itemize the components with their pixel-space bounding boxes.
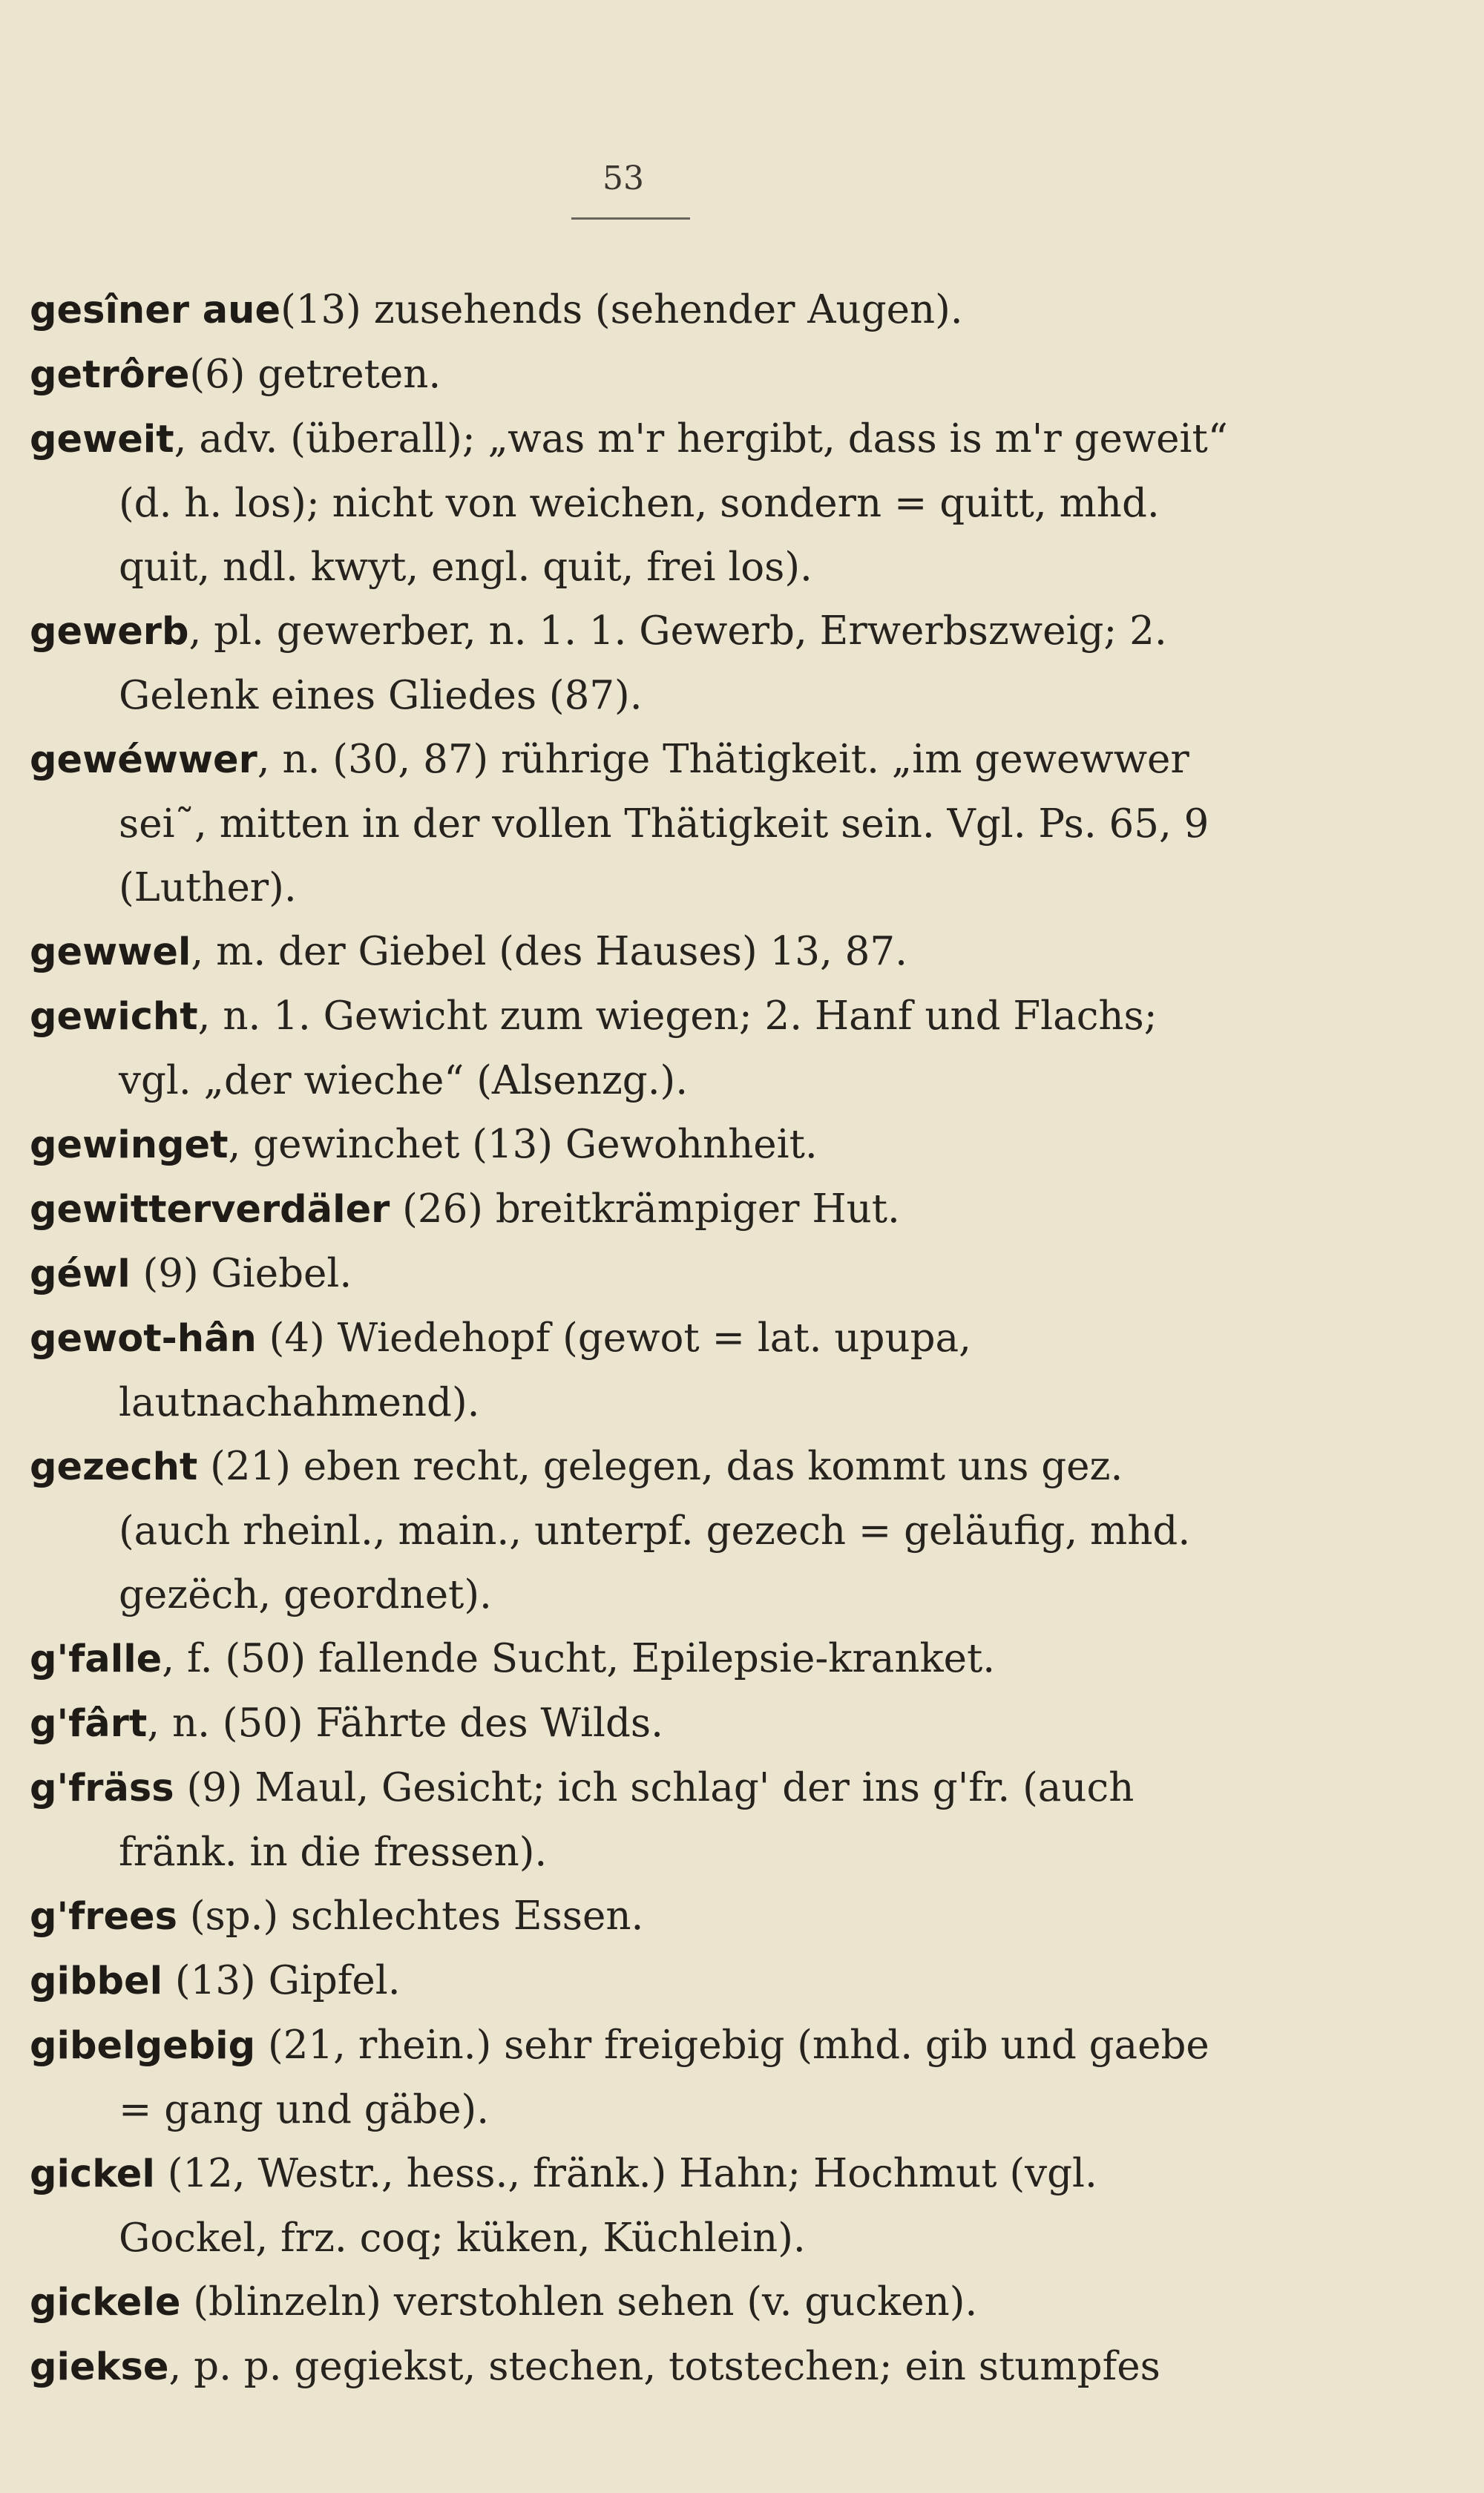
entry-definition: , adv. (überall); „was m'r hergibt, dass is m'r geweit“ (d. h. los); nicht von weichen, sondern = quitt, mhd. quit, ndl. kwyt, engl. quit, frei los). — [119, 416, 1228, 590]
entry-definition: (9) Maul, Gesicht; ich schlag' der ins g'fr. (auch fränk. in die fressen). — [119, 1765, 1135, 1875]
entry-headword: gewinget — [30, 1123, 229, 1167]
dictionary-entry — [30, 2270, 1235, 2335]
entry-headword: gibelgebig — [30, 2024, 256, 2068]
entry-definition: (4) Wiedehopf (gewot = lat. upupa, lautnachahmend). — [119, 1316, 971, 1425]
entry-definition: (9) Giebel. — [130, 1251, 352, 1296]
dictionary-entry — [30, 1756, 1235, 1885]
dictionary-entry — [30, 1177, 1235, 1242]
entry-definition: (13) zusehends (sehender Augen). — [280, 287, 963, 332]
dictionary-entry — [30, 407, 1235, 600]
entry-definition: (21, rhein.) sehr freigebig (mhd. gib und gaebe = gang und gäbe). — [119, 2023, 1209, 2132]
dictionary-entry — [30, 1627, 1235, 1692]
entry-headword: g'falle — [30, 1638, 162, 1681]
entry-definition: , gewinchet (13) Gewohnheit. — [228, 1122, 818, 1167]
dictionary-entry — [30, 1692, 1235, 1756]
entry-definition: , n. (30, 87) rührige Thätigkeit. „im gewewwer sei˜, mitten in der vollen Thätigkeit sein. Vgl. Ps. 65, 9 (Luther). — [119, 737, 1209, 910]
dictionary-entry — [30, 728, 1235, 920]
dictionary-entry — [30, 600, 1235, 728]
dictionary-entry — [30, 920, 1235, 985]
entry-definition: , n. 1. Gewicht zum wiegen; 2. Hanf und Flachs; vgl. „der wieche“ (Alsenzg.). — [119, 993, 1158, 1103]
entry-definition: (6) getreten. — [189, 352, 441, 397]
entry-headword: geweit — [30, 418, 174, 462]
entry-headword: gewitterverdäler — [30, 1188, 390, 1232]
entry-definition: (12, Westr., hess., fränk.) Hahn; Hochmut (vgl. Gockel, frz. coq; küken, Küchlein). — [119, 2151, 1097, 2261]
page-number: 53 — [603, 160, 644, 197]
entry-definition: , m. der Giebel (des Hauses) 13, 87. — [191, 929, 907, 974]
entry-headword: gewwel — [30, 930, 191, 974]
dictionary-entries — [30, 278, 1235, 2400]
entry-headword: gewot-hân — [30, 1317, 257, 1361]
dictionary-entry — [30, 2142, 1235, 2270]
dictionary-entry — [30, 1435, 1235, 1627]
entry-headword: g'fârt — [30, 1702, 148, 1746]
dictionary-entry — [30, 343, 1235, 407]
entry-headword: gezecht — [30, 1445, 198, 1489]
entry-headword: géwl — [30, 1252, 131, 1296]
page-number-rule — [571, 217, 690, 220]
entry-headword: g'frees — [30, 1895, 177, 1939]
entry-headword: gibbel — [30, 1960, 163, 2003]
entry-headword: gewerb — [30, 610, 189, 654]
entry-definition: , p. p. gegiekst, stechen, totstechen; ein stumpfes — [168, 2344, 1160, 2389]
entry-definition: (26) breitkrämpiger Hut. — [390, 1186, 900, 1232]
dictionary-entry — [30, 1949, 1235, 2014]
entry-headword: gesîner aue — [30, 289, 281, 332]
entry-headword: gickele — [30, 2281, 181, 2325]
dictionary-entry — [30, 2335, 1235, 2400]
entry-definition: , f. (50) fallende Sucht, Epilepsie-kranket. — [162, 1636, 996, 1681]
entry-headword: gewéwwer — [30, 738, 257, 782]
dictionary-entry — [30, 2014, 1235, 2142]
entry-headword: getrôre — [30, 353, 190, 397]
dictionary-entry — [30, 278, 1235, 343]
dictionary-entry — [30, 1242, 1235, 1307]
entry-headword: gickel — [30, 2152, 155, 2196]
entry-definition: , n. (50) Fährte des Wilds. — [147, 1701, 663, 1746]
entry-definition: (sp.) schlechtes Essen. — [177, 1893, 644, 1939]
entry-headword: gewicht — [30, 995, 198, 1039]
entry-headword: giekse — [30, 2345, 169, 2389]
entry-definition: , pl. gewerber, n. 1. 1. Gewerb, Erwerbszweig; 2. Gelenk eines Gliedes (87). — [119, 608, 1167, 718]
dictionary-entry — [30, 1885, 1235, 1949]
entry-definition: (13) Gipfel. — [162, 1958, 401, 2003]
entry-definition: (21) eben recht, gelegen, das kommt uns gez. (auch rheinl., main., unterpf. gezech = geläufig, mhd. gezëch, geordnet). — [119, 1444, 1191, 1617]
dictionary-entry — [30, 1113, 1235, 1177]
dictionary-entry — [30, 1307, 1235, 1435]
entry-definition: (blinzeln) verstohlen sehen (v. gucken). — [180, 2279, 978, 2325]
dictionary-entry — [30, 985, 1235, 1113]
entry-headword: g'fräss — [30, 1767, 174, 1810]
